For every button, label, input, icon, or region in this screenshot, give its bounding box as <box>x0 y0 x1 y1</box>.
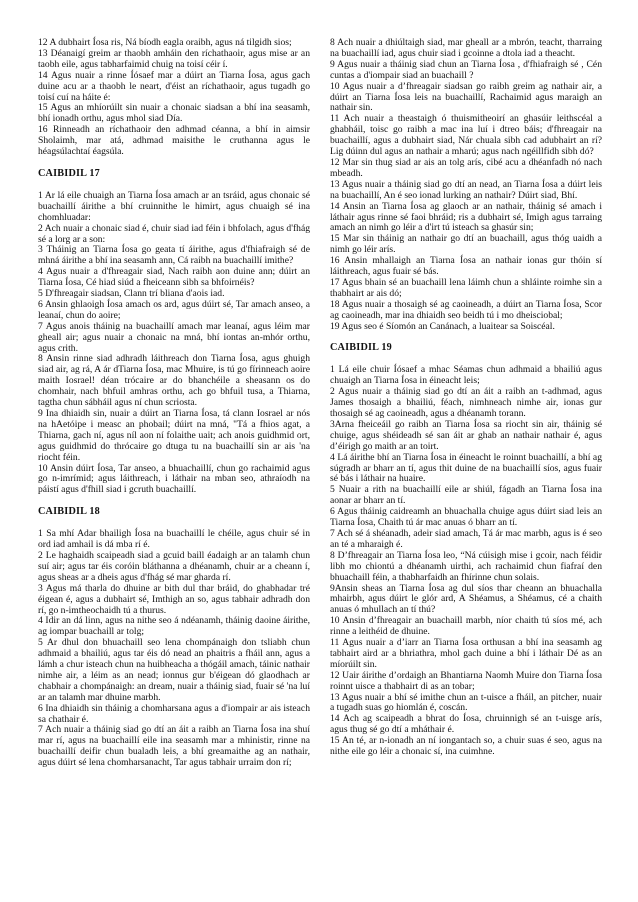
verse: 8 D’fhreagair an Tiarna Íosa leo, “Ná cúisigh mise i gcoir, nach féidir libh mo chiontú a dhéanamh uirthi, ach rachaimid chun fiafraí den bhuachaill féin, a thabharfaidh an fhírinne chun solais. <box>330 549 602 583</box>
verse: 6 Ina dhiaidh sin tháinig a chomharsana agus a d'iompair ar ais isteach sa chathair é. <box>38 702 310 725</box>
chapter-19-verses <box>330 365 602 758</box>
chapter-16-tail-verses <box>38 38 310 158</box>
verse: 15 An té, ar n-ionadh an ní iongantach so, a chuir suas é seo, agus na nithe eile go léir a chonaic sí, ina cuimhne. <box>330 735 602 758</box>
verse: 4 Lá áirithe bhí an Tiarna Íosa in éineacht le roinnt buachaillí, a bhí ag súgradh ar bharr an tí, agus thit duine de na buachaillí síos, agus fuair sé bás i láthair na huaire. <box>330 451 602 485</box>
chapter-18-verses <box>38 529 310 769</box>
verse: 8 Ach nuair a dhiúltaigh siad, mar gheall ar a mbrón, teacht, tharraing na buachaillí iad, agus chuir siad i gcoinne a dtola iad a theacht. <box>330 37 602 59</box>
verse: 7 Ach nuair a tháinig siad go dtí an áit a raibh an Tiarna Íosa ina shuí mar rí, agus na buachaillí eile ina seasamh mar a mhinistir, rinne na buachaillí deifir chun bualadh leis, a bhí greamaithe ag an nathair, agus dúirt sé lena chomharsanacht, Tar agus tabhair urraim don rí; <box>38 724 310 769</box>
left-column <box>38 38 310 769</box>
verse: 3 Tháinig an Tiarna Íosa go geata tí áirithe, agus d'fhiafraigh sé de mhná áirithe a bhí ina seasamh ann, Cá raibh na buachaillí imithe? <box>38 244 310 267</box>
verse: 12 Mar sin thug siad ar ais an tolg arís, cibé acu a dhéanfadh nó nach mbeadh. <box>330 156 602 179</box>
verse: 18 Agus nuair a thosaigh sé ag caoineadh, a dúirt an Tiarna Íosa, Scor ag caoineadh, mar ina dhiaidh seo beidh tú i mo dheisciobal; <box>330 298 602 321</box>
verse: 3 Agus má tharla do dhuine ar bith dul thar bráid, do ghabhadar tré éigean é, agus a dubhairt sé, Imthigh an so, agus tabhair adhradh don rí, go n-imtheochaidh tú a thurus. <box>38 582 310 616</box>
verse: 6 Ansin ghlaoigh Íosa amach os ard, agus dúirt sé, Tar amach anseo, a leanaí, chun do aoire; <box>38 298 310 321</box>
verse: 9Ansin sheas an Tiarna Íosa ag dul síos thar cheann an bhuachalla mhairbh, agus dúirt le glór ard, A Shéamus, a Shéamus, cé a chaith anuas ó mhullach an tí thú? <box>330 582 602 616</box>
verse: 14 Agus nuair a rinne Íósaef mar a dúirt an Tiarna Íosa, agus gach duine acu ar a thaobh le neart, d'éist an ríchathaoir, agus tugadh go toisí cuí na háite é: <box>38 69 310 103</box>
verse: 1 Lá eile chuir Íósaef a mhac Séamas chun adhmaid a bhailiú agus chuaigh an Tiarna Íosa in éineacht leis; <box>330 364 602 387</box>
chapter-19-heading: CAIBIDIL 19 <box>330 342 392 354</box>
verse: 12 A dubhairt Íosa ris, Ná bíodh eagla oraibh, agus ná tilgidh sios; <box>38 37 292 48</box>
verse: 14 Ach ag scaipeadh a bhrat do Íosa, chruinnigh sé an t-uisge arís, agus thug sé go dtí a mháthair é. <box>330 713 602 736</box>
verse: 4 Idir an dá linn, agus na nithe seo á ndéanamh, tháinig daoine áirithe, ag iompar buachaill ar tolg; <box>38 615 310 638</box>
verse: 10 Ansin dúirt Íosa, Tar anseo, a bhuachaillí, chun go rachaimid agus go n-imrímid; agus láithreach, i láthair na mban seo, athraíodh na páistí agus d'fhill siad i gcruth buachaillí. <box>38 462 310 496</box>
verse: 10 Agus nuair a d’fhreagair siadsan go raibh greim ag nathair air, a dúirt an Tiarna Íosa leis na buachaillí, Rachaimid agus maraigh an nathair sin. <box>330 80 602 114</box>
chapter-18-heading: CAIBIDIL 18 <box>38 506 100 518</box>
chapter-18-continued-verses <box>330 38 602 332</box>
verse: 9 Agus nuair a tháinig siad chun an Tiarna Íosa , d'fhiafraigh sé , Cén cuntas a d'iompair siad an buachaill ? <box>330 58 602 81</box>
right-column <box>330 38 602 758</box>
verse: 3Arna fheiceáil go raibh an Tiarna Íosa sa riocht sin air, tháinig sé chuige, agus shéideadh sé san áit ar ghab an nathair nathair é, agus d’éirigh go maith ar an toirt. <box>330 418 602 452</box>
verse: 2 Le haghaidh scaipeadh siad a gcuid baill éadaigh ar an talamh chun suí air; agus tar éis coróin bláthanna a dhéanamh, chuir ar a cheann í, agus sheas ar a dheis agus d'fhág sé mar gharda rí. <box>38 549 310 583</box>
verse: 17 Agus bhain sé an buachaill lena láimh chun a shláinte roimhe sin a thabhairt ar ais dó; <box>330 276 602 299</box>
verse: 11 Agus nuair a d’iarr an Tiarna Íosa orthusan a bhí ina seasamh ag tabhairt aird ar a bhriathra, mhol gach duine a bhí i láthair Dé as an míorúilt sin. <box>330 637 602 670</box>
verse: 16 Ansin mhallaigh an Tiarna Íosa an nathair ionas gur thóin sí láithreach, agus fuair sé bás. <box>330 255 602 278</box>
verse: 1 Ar lá eile chuaigh an Tiarna Íosa amach ar an tsráid, agus chonaic sé buachaillí áirithe a bhí cruinnithe le himirt, agus chuaigh sé ina chomhluadar: <box>38 189 310 223</box>
verse: 7 Ach sé á shéanadh, adeir siad amach, Tá ár mac marbh, agus is é seo an té a mharaigh é. <box>330 527 602 550</box>
verse: 7 Agus anois tháinig na buachaillí amach mar leanaí, agus léim mar gheall air; agus nuair a chonaic na mná, bhí iontas an-mhór orthu, agus crith. <box>38 320 310 354</box>
verse: 8 Ansin rinne siad adhradh láithreach don Tiarna Íosa, agus ghuigh siad air, ag rá, A ár dTiarna Íosa, mac Mhuire, is tú go fírinneach aoire maith Iosrael! déan trócaire ar do bhanchéile a sheasann os do chomhair, nach bhfuil amhras orthu, ach go bhfuil tusa, a Thiarna, tagtha chun sábháil agus ní chun scriosta. <box>38 353 310 409</box>
verse: 13 Agus nuair a bhí sé imithe chun an t-uisce a fháil, an pitcher, nuair a tugadh suas go hiomlán é, coscán. <box>330 691 602 714</box>
verse: 2 Ach nuair a chonaic siad é, chuir siad iad féin i bhfolach, agus d'fhág sé a lorg ar a son: <box>38 222 310 245</box>
verse: 13 Agus nuair a tháinig siad go dtí an nead, an Tiarna Íosa a dúirt leis na buachaillí, An é seo ionad lurking an nathair? Dúirt siad, Bhí. <box>330 178 602 201</box>
verse: 9 Ina dhiaidh sin, nuair a dúirt an Tiarna Íosa, tá clann Iosrael ar nós na hAetóipe i measc an phobail; dúirt na mná, "Tá a fhios agat, a Thiarna, gach ní, agus níl aon ní folaithe uait; ach anois guidhmid ort, agus guidhmid do thrócaire go dtuga tu na buachaillí sin ar ais 'na riocht féin. <box>38 408 310 463</box>
verse: 5 Nuair a rith na buachaillí eile ar shiúl, fágadh an Tiarna Íosa ina aonar ar bharr an tí. <box>330 484 602 507</box>
verse: 14 Ansin an Tiarna Íosa ag glaoch ar an nathair, tháinig sé amach i láthair agus rinne sé faoi bhráid; ris a dubhairt sé, Imigh agus tarraing amach an nimh go léir a d'irt tú isteach sa ghasúr sin; <box>330 200 602 234</box>
verse: 2 Agus nuair a tháinig siad go dtí an áit a raibh an t-adhmad, agus James thosaigh a bhailiú, féach, nimhneach nimhe air, ionas gur thosaigh sé ag caoineadh, agus a dhéanamh torann. <box>330 386 602 419</box>
chapter-17-verses <box>38 191 310 496</box>
verse: 1 Sa mhí Adar bhailigh Íosa na buachaillí le chéile, agus chuir sé in ord iad amhail is dá mba rí é. <box>38 528 310 551</box>
verse: 4 Agus nuair a d'fhreagair siad, Nach raibh aon duine ann; dúirt an Tiarna Íosa, Cé hiad siúd a fheiceann sibh sa bhfoirnéis? <box>38 266 310 289</box>
verse: 10 Ansin d’fhreagair an buachaill marbh, níor chaith tú síos mé, ach rinne a leithéid de dhuine. <box>330 615 602 638</box>
verse: 5 D'fhreagair siadsan, Clann trí bliana d'aois iad. <box>38 288 225 300</box>
verse: 15 Mar sin tháinig an nathair go dtí an buachaill, agus thóg uaidh a nimh go léir arís. <box>330 233 602 256</box>
verse: 16 Rinneadh an ríchathaoir den adhmad céanna, a bhí in aimsir Sholaimh, mar atá, adhmad maisithe le cruthanna agus le héagsúlachtaí éagsúla. <box>38 124 310 158</box>
verse: 13 Déanaigí greim ar thaobh amháin den ríchathaoir, agus mise ar an taobh eile, agus tabharfaimid chuig na toisí céir í. <box>38 47 310 70</box>
verse: 15 Agus an mhíorúilt sin nuair a chonaic siadsan a bhí ina seasamh, bhí ionadh orthu, agus mhol siad Día. <box>38 102 310 125</box>
verse: 19 Agus seo é Síomón an Canánach, a luaitear sa Soiscéal. <box>330 320 555 332</box>
verse: 12 Uair áirithe d’ordaigh an Bhantiarna Naomh Muire don Tiarna Íosa roinnt uisce a thabhairt di as an tobar; <box>330 669 602 692</box>
verse: 5 Ar dhul don bhuachaill seo lena chompánaigh don tsliabh chun adhmaid a bhailiú, agus tar éis dó nead an phaitris a fháil ann, agus a lámh a chur isteach chun na huibheacha a thógáil amach, táinic nathair nimhe air, a léim as an nead; ionnus gur b'éigean dó glaodhach ar chabhair a chompánaigh: an dream, nuair a tháinig siad, fuair sé 'na luí ar an talamh mar dhuine marbh. <box>38 637 310 703</box>
verse: 6 Agus tháinig caidreamh an bhuachalla chuige agus dúirt siad leis an Tiarna Íosa, Chaith tú ár mac anuas ó bharr an tí. <box>330 506 602 529</box>
verse: 11 Ach nuair a theastaigh ó thuismitheoirí an ghasúir leithscéal a ghabháil, toisc go raibh a mac ina luí i dtreo báis; d'fhreagair na buachaillí, agus a dubhairt siad, Nár chuala sibh cad adubhairt an rí? Lig dúinn dul agus an nathair a mharú; agus nach ngéillfidh sibh dó? <box>330 113 602 158</box>
chapter-17-heading: CAIBIDIL 17 <box>38 167 100 179</box>
